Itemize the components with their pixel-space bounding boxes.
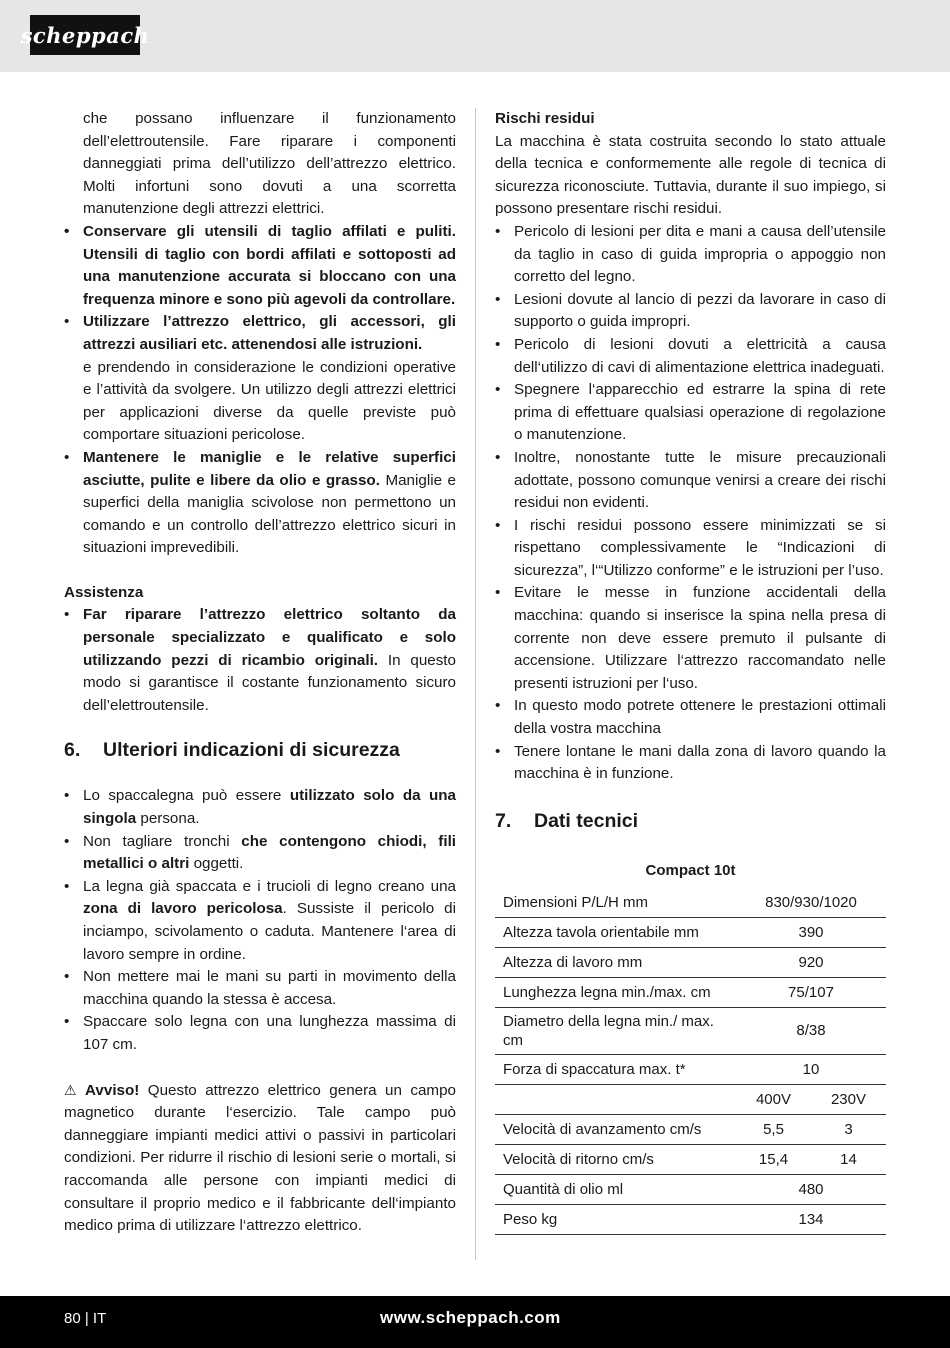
table-cell-value: 10 bbox=[736, 1055, 886, 1085]
list-item: • Far riparare l’attrezzo elettrico soltanto da personale specializzato e qualificato e solo utilizzando pezzi di ricambio originali. In questo modo si garantisce il costante funzionamento sicuro dell’elettroutensile. bbox=[64, 604, 456, 717]
scheppach-logo: scheppach bbox=[30, 15, 140, 55]
table-cell-value: 14 bbox=[811, 1145, 886, 1175]
table-cell-value: 134 bbox=[736, 1205, 886, 1235]
residual-risks-heading: Rischi residui bbox=[495, 110, 595, 127]
table-row bbox=[495, 1145, 886, 1175]
table-cell-label: Lunghezza legna min./max. cm bbox=[495, 978, 736, 1008]
care-list bbox=[64, 221, 456, 560]
residual-risks-intro: La macchina è stata costruita secondo lo stato attuale della tecnica e conformemente alle regole di tecnica di sicurezza riconosciute. Tuttavia, durante il suo impiego, si possono presentare rischi residui. bbox=[495, 132, 886, 218]
list-item: • Tenere lontane le mani dalla zona di lavoro quando la macchina è in funzione. bbox=[495, 741, 886, 786]
table-row: 400V 230V bbox=[495, 1085, 886, 1115]
table-row bbox=[495, 918, 886, 948]
page-header bbox=[0, 0, 950, 72]
table-cell-value: 480 bbox=[736, 1175, 886, 1205]
table-row bbox=[495, 888, 886, 918]
section-7-heading: 7. Dati tecnici bbox=[495, 809, 639, 832]
risk-list bbox=[495, 221, 886, 786]
section-6-heading: 6. Ulteriori indicazioni di sicurezza bbox=[64, 739, 400, 762]
table-cell-value: 3 bbox=[811, 1115, 886, 1145]
table-row bbox=[495, 1115, 886, 1145]
table-cell-label: Forza di spaccatura max. t* bbox=[495, 1055, 736, 1085]
table-cell-value: 830/930/1020 bbox=[736, 888, 886, 918]
list-item: • Utilizzare l’attrezzo elettrico, gli accessori, gli attrezzi ausiliari etc. attenendosi alle istruzioni. e prendendo in considerazione le condizioni operative e l’attività da svolgere. Un utilizzo degli attrezzi elettrici per applicazioni diverse da quelle previste può comportare situazioni pericolose. bbox=[64, 311, 456, 447]
list-item: • Non mettere mai le mani su parti in movimento della macchina quando la stessa è accesa. bbox=[64, 966, 456, 1011]
left-column bbox=[64, 108, 456, 1238]
right-column bbox=[495, 108, 886, 1235]
warning-icon: ⚠ bbox=[64, 1081, 77, 1098]
list-item: • Spegnere l‘apparecchio ed estrarre la spina di rete prima di effettuare qualsiasi operazione di regolazione o manutenzione. bbox=[495, 379, 886, 447]
table-cell-label: Velocità di avanzamento cm/s bbox=[495, 1115, 736, 1145]
list-item: • Conservare gli utensili di taglio affilati e puliti. Utensili di taglio con bordi affilati e sottoposti ad una manutenzione accurata si bloccano con una frequenza minore e sono più agevoli da controllare. bbox=[64, 221, 456, 311]
table-row bbox=[495, 978, 886, 1008]
table-cell-label: Altezza tavola orientabile mm bbox=[495, 918, 736, 948]
page-number: 80 | IT bbox=[64, 1310, 107, 1327]
column-divider bbox=[475, 108, 476, 1260]
table-cell-label: Diametro della legna min./ max. cm bbox=[495, 1008, 736, 1055]
table-cell-label: Quantità di olio ml bbox=[495, 1175, 736, 1205]
specs-table bbox=[495, 888, 886, 1235]
safety-list bbox=[64, 785, 456, 1056]
intro-paragraph: che possano influenzare il funzionamento dell’elettroutensile. Fare riparare i componenti danneggiati prima dell’utilizzo dell’attrezzo elettrico. Molti infortuni sono dovuti a una scorretta manutenzione degli attrezzi elettrici. bbox=[83, 110, 456, 218]
list-item: • I rischi residui possono essere minimizzati se si rispettano complessivamente le “Indicazioni di sicurezza”, l‘“Utilizzo conforme” e le istruzioni per l’uso. bbox=[495, 515, 886, 583]
table-cell-label: Velocità di ritorno cm/s bbox=[495, 1145, 736, 1175]
list-item: • Evitare le messe in funzione accidentali della macchina: quando si inserisce la spina nella presa di corrente non deve essere premuto il pulsante di accensione. Utilizzare l‘attrezzo raccomandato nelle presenti istruzioni per l‘uso. bbox=[495, 582, 886, 695]
table-row bbox=[495, 948, 886, 978]
table-cell-value: 920 bbox=[736, 948, 886, 978]
list-item: • Mantenere le maniglie e le relative superfici asciutte, pulite e libere da olio e grasso. Maniglie e superfici della maniglia scivolose non permettono un comando e un controllo dell’attrezzo elettrico sicuri in situazioni imprevedibili. bbox=[64, 447, 456, 560]
table-cell-label: Altezza di lavoro mm bbox=[495, 948, 736, 978]
table-cell-label: Dimensioni P/L/H mm bbox=[495, 888, 736, 918]
assistance-list bbox=[64, 604, 456, 717]
list-item: • Spaccare solo legna con una lunghezza massima di 107 cm. bbox=[64, 1011, 456, 1056]
list-item: • Lo spaccalegna può essere utilizzato solo da una singola persona. bbox=[64, 785, 456, 830]
website-link[interactable]: www.scheppach.com bbox=[380, 1308, 561, 1327]
assistance-heading: Assistenza bbox=[64, 583, 144, 601]
list-item: • La legna già spaccata e i trucioli di legno creano una zona di lavoro pericolosa. Sussiste il pericolo di inciampo, scivolamento o caduta. Mantenere l‘area di lavoro sempre in ordine. bbox=[64, 876, 456, 966]
list-item: • Non tagliare tronchi che contengono chiodi, fili metallici o altri oggetti. bbox=[64, 831, 456, 876]
table-row bbox=[495, 1205, 886, 1235]
list-item: • Pericolo di lesioni per dita e mani a causa dell’utensile da taglio in caso di guida impropria o appoggio non corretto del legno. bbox=[495, 221, 886, 289]
table-cell-value: 5,5 bbox=[736, 1115, 811, 1145]
table-cell-label: Peso kg bbox=[495, 1205, 736, 1235]
page-footer bbox=[0, 1296, 950, 1348]
table-cell-value: 15,4 bbox=[736, 1145, 811, 1175]
table-cell-value: 75/107 bbox=[736, 978, 886, 1008]
table-cell-value: 8/38 bbox=[736, 1008, 886, 1055]
warning-paragraph: ⚠ Avviso! Questo attrezzo elettrico genera un campo magnetico durante l‘esercizio. Tale campo può danneggiare impianti medici attivi o passivi in particolari condizioni. Per ridurre il rischio di lesioni serie o mortali, si raccomanda alle persone con impianti medici di consultare il proprio medico e il fabbricante dell‘impianto medico prima di utilizzare l‘attrezzo elettrico. bbox=[64, 1079, 456, 1238]
list-item: • Inoltre, nonostante tutte le misure precauzionali adottate, possono comunque venirsi a creare dei rischi residui non evidenti. bbox=[495, 447, 886, 515]
table-cell-value: 390 bbox=[736, 918, 886, 948]
table-row bbox=[495, 1055, 886, 1085]
list-item: • Lesioni dovute al lancio di pezzi da lavorare in caso di supporto o guida impropri. bbox=[495, 289, 886, 334]
list-item: • Pericolo di lesioni dovuti a elettricità a causa dell‘utilizzo di cavi di alimentazione elettrica inadeguati. bbox=[495, 334, 886, 379]
table-row bbox=[495, 1175, 886, 1205]
table-row bbox=[495, 1008, 886, 1055]
table-model-title: Compact 10t bbox=[645, 861, 736, 879]
list-item: • In questo modo potrete ottenere le prestazioni ottimali della vostra macchina bbox=[495, 695, 886, 740]
